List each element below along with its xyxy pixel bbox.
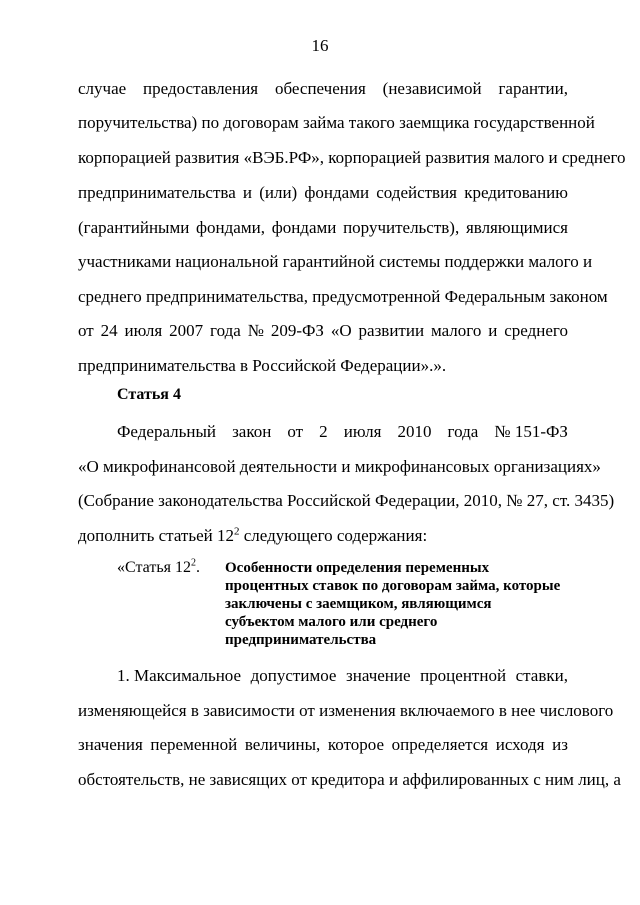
word: определяется xyxy=(391,735,489,754)
word: 2007 xyxy=(169,321,204,340)
word: которое xyxy=(327,735,385,754)
word: процентной xyxy=(420,666,507,685)
word: года xyxy=(210,321,241,340)
superscript: 2 xyxy=(234,525,240,538)
word: 24 xyxy=(100,321,118,340)
word: (гарантийными xyxy=(78,218,190,237)
word: июля xyxy=(124,321,163,340)
word: 209-ФЗ xyxy=(270,321,324,340)
word: от xyxy=(78,321,94,340)
body-text-line xyxy=(117,422,568,442)
word: № 151-ФЗ xyxy=(494,422,568,441)
body-text-line xyxy=(78,79,568,99)
word: малого xyxy=(430,321,482,340)
word: предпринимательства xyxy=(78,183,236,202)
word: переменной xyxy=(150,735,238,754)
body-text-line xyxy=(78,735,568,755)
title-line: процентных ставок по договорам займа, которые xyxy=(225,578,561,594)
word: гарантии, xyxy=(498,79,568,98)
body-text-line: изменяющейся в зависимости от изменения включаемого в нее числового xyxy=(78,701,614,720)
page-number: 16 xyxy=(311,36,329,55)
body-text-line: обстоятельств, не зависящих от кредитора и аффилированных с ним лиц, а xyxy=(78,770,621,789)
word: предоставления xyxy=(143,79,259,98)
word: № xyxy=(247,321,264,340)
word: исходя xyxy=(495,735,545,754)
word: фондами xyxy=(304,183,370,202)
word: 2 xyxy=(319,422,328,441)
word: допустимое xyxy=(250,666,337,685)
word: кредитованию xyxy=(464,183,568,202)
word: величины, xyxy=(244,735,321,754)
word: поручительств), xyxy=(343,218,460,237)
word: года xyxy=(447,422,479,441)
new-article-title xyxy=(225,559,585,649)
text-fragment: «Статья 12 xyxy=(117,559,191,576)
body-text-line: «О микрофинансовой деятельности и микрофинансовых организациях» xyxy=(78,457,601,476)
word: 1. Максимальное xyxy=(117,666,242,685)
word: от xyxy=(287,422,304,441)
word: и xyxy=(488,321,498,340)
word: (или) xyxy=(259,183,298,202)
title-line: предпринимательства xyxy=(225,632,377,648)
body-text-line: среднего предпринимательства, предусмотренной Федеральным законом xyxy=(78,287,608,306)
word: значения xyxy=(78,735,143,754)
body-text-line: участниками национальной гарантийной системы поддержки малого и xyxy=(78,252,593,271)
body-text-line: (Собрание законодательства Российской Федерации, 2010, № 27, ст. 3435) xyxy=(78,491,615,510)
word: Федеральный xyxy=(117,422,216,441)
word: развитии xyxy=(358,321,425,340)
word: «О xyxy=(330,321,352,340)
word: (независимой xyxy=(382,79,482,98)
title-line: заключены с заемщиком, являющимся xyxy=(225,596,492,612)
body-text-line xyxy=(78,183,568,203)
word: фондами xyxy=(271,218,337,237)
new-article-label xyxy=(117,559,200,577)
body-text-line: поручительства) по договорам займа такого заемщика государственной xyxy=(78,113,595,132)
word: и xyxy=(242,183,253,202)
body-text-line xyxy=(78,321,568,341)
body-text-line xyxy=(78,218,568,238)
body-text-line xyxy=(117,666,568,686)
word: из xyxy=(552,735,568,754)
superscript: 2 xyxy=(190,557,196,569)
word: случае xyxy=(78,79,127,98)
text-fragment: дополнить статьей 12 xyxy=(78,526,234,545)
word: среднего xyxy=(504,321,568,340)
word: закон xyxy=(232,422,272,441)
article-heading: Статья 4 xyxy=(117,386,181,403)
body-text-line: предпринимательства в Российской Федерации».». xyxy=(78,356,447,375)
title-line: Особенности определения переменных xyxy=(225,560,490,576)
word: 2010 xyxy=(397,422,432,441)
title-line: субъектом малого или среднего xyxy=(225,614,438,630)
body-text-line: корпорацией развития «ВЭБ.РФ», корпорацией развития малого и среднего xyxy=(78,148,626,167)
word: значение xyxy=(346,666,411,685)
text-fragment: следующего содержания: xyxy=(239,526,428,545)
word: фондами, xyxy=(196,218,265,237)
word: обеспечения xyxy=(275,79,366,98)
word: содействия xyxy=(376,183,458,202)
word: являющимися xyxy=(465,218,568,237)
word: ставки, xyxy=(515,666,568,685)
text-fragment: . xyxy=(195,559,200,576)
body-text-line xyxy=(78,526,568,546)
word: июля xyxy=(343,422,382,441)
